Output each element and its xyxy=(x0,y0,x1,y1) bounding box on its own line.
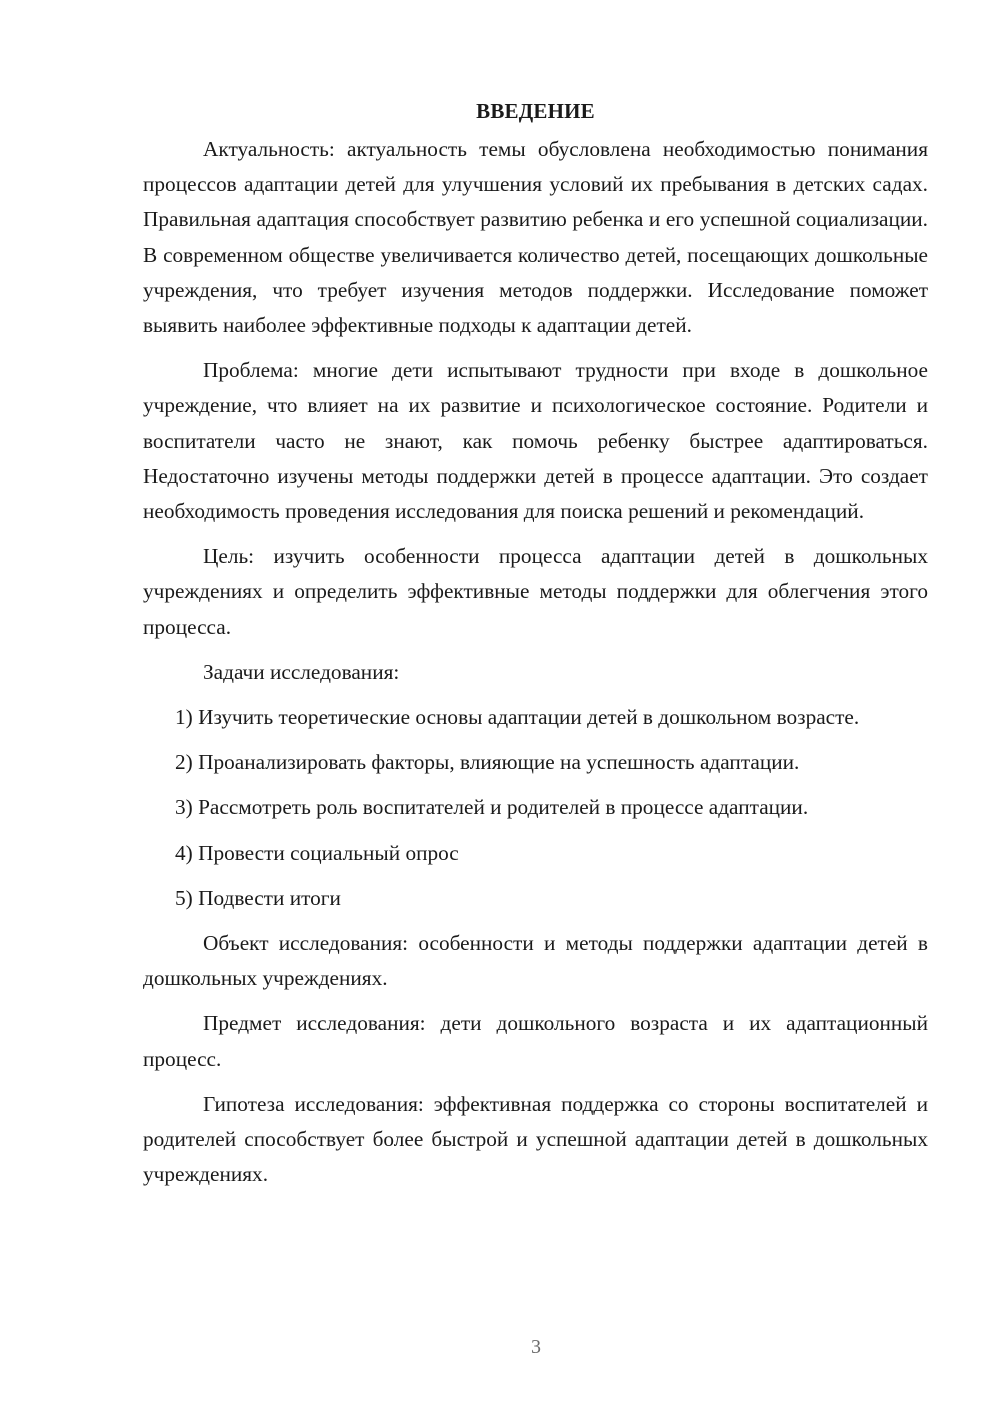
paragraph-hypothesis: Гипотеза исследования: эффективная поддержка со стороны воспитателей и родителей способствует более быстрой и успешной адаптации детей в дошкольных учреждениях. xyxy=(143,1091,928,1187)
paragraph-subject: Предмет исследования: дети дошкольного возраста и их адаптационный процесс. xyxy=(143,1011,928,1071)
list-item: 2) Проанализировать факторы, влияющие на успешность адаптации. xyxy=(175,750,800,775)
paragraph-goal: Цель: изучить особенности процесса адаптации детей в дошкольных учреждениях и определить эффективные методы поддержки для облегчения этого процесса. xyxy=(143,544,928,639)
list-item: 1) Изучить теоретические основы адаптации детей в дошкольном возрасте. xyxy=(175,705,860,730)
tasks-heading: Задачи исследования: xyxy=(203,659,400,684)
list-item: 4) Провести социальный опрос xyxy=(175,840,459,865)
paragraph-problem: Проблема: многие дети испытывают трудности при входе в дошкольное учреждение, что влияет на их развитие и психологическое состояние. Родители и воспитатели часто не знают, как помочь ребенку быстрее адаптироваться. Недостаточно изучены методы поддержки детей в процессе адаптации. Это создает необходимость проведения исследования для поиска решений и рекомендаций. xyxy=(143,358,928,524)
paragraph-relevance: Актуальность: актуальность темы обусловлена необходимостью понимания процессов адаптации детей для улучшения условий их пребывания в детских садах. Правильная адаптация способствует развитию ребенка и его успешной социализации. В современном обществе увеличивается количество детей, посещающих дошкольные учреждения, что требует изучения методов поддержки. Исследование поможет выявить наиболее эффективные подходы к адаптации детей. xyxy=(143,137,928,338)
page-content xyxy=(143,96,928,1192)
paragraph-object: Объект исследования: особенности и методы поддержки адаптации детей в дошкольных учреждениях. xyxy=(143,931,928,991)
page-title: ВВЕДЕНИЕ xyxy=(476,99,595,123)
tasks-list xyxy=(143,700,928,916)
list-item: 5) Подвести итоги xyxy=(175,885,341,910)
list-item: 3) Рассмотреть роль воспитателей и родителей в процессе адаптации. xyxy=(175,795,809,820)
page-number: 3 xyxy=(531,1336,541,1358)
